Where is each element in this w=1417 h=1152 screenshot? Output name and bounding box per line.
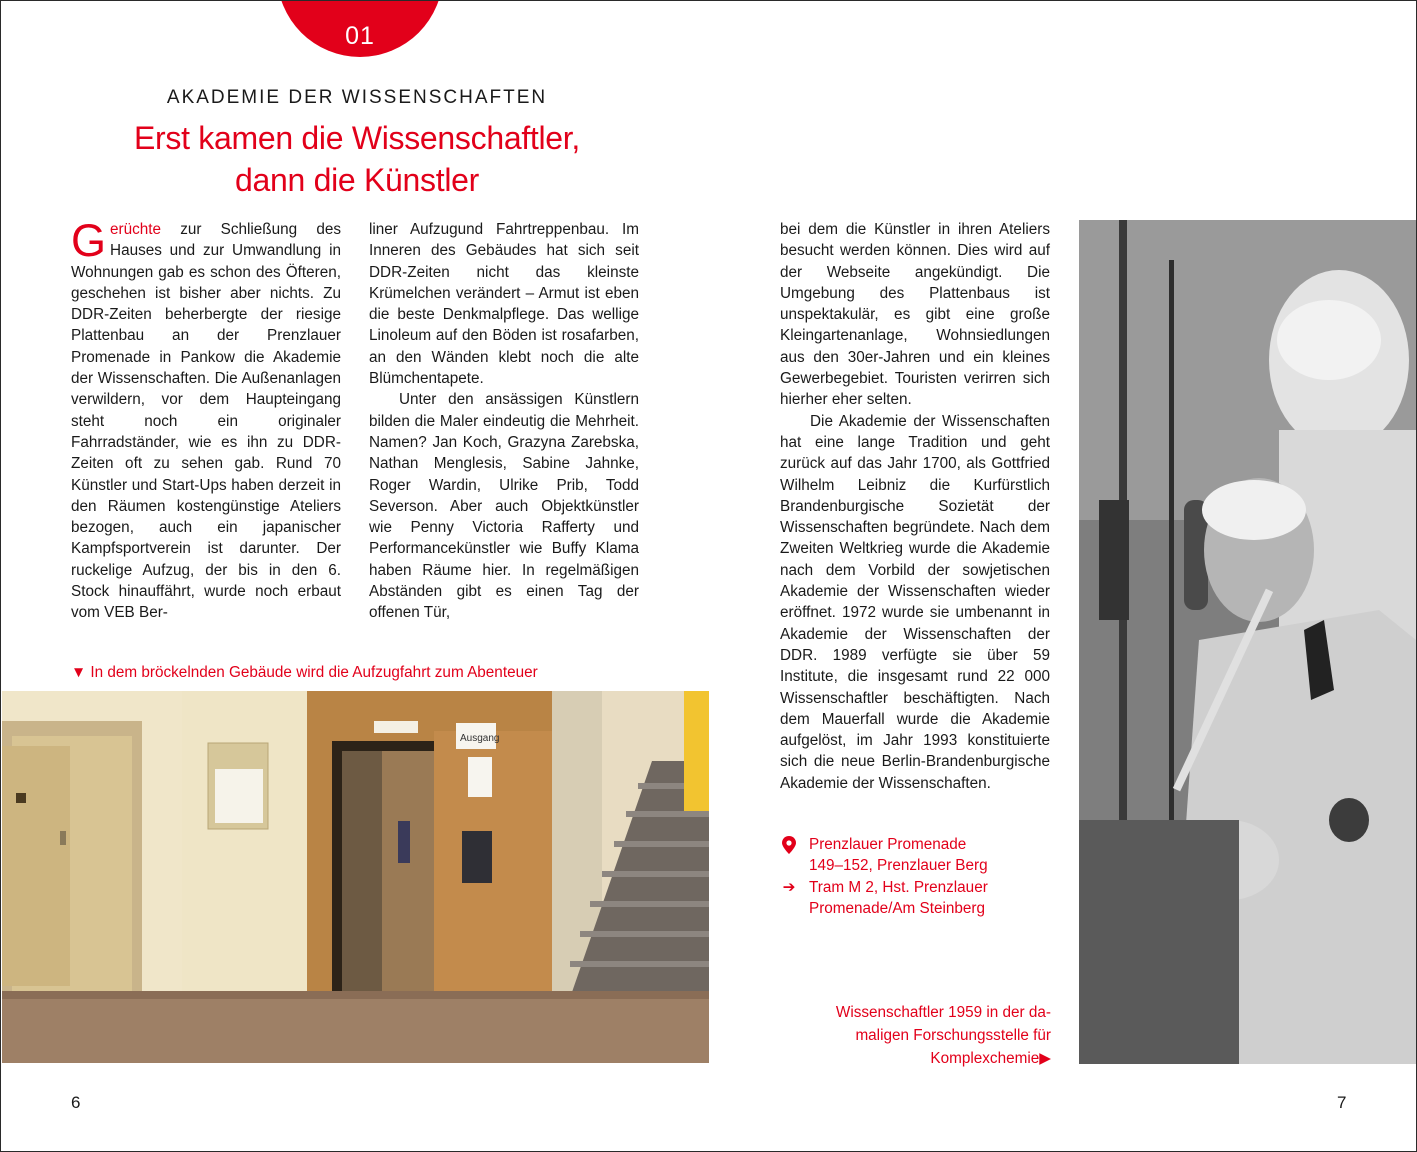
scientists-1959-photo [1079,220,1416,1064]
column-3-para-1: bei dem die Künstler in ihren Ateliers besucht werden können. Dies wird auf der Webseite angekündigt. Die Umgebung des Plattenbaus ist unspektakulär, es gibt eine große Kleingartenanlage, Wohnsiedlungen aus den 30er-Jahren und ein kleines Gewerbegebiet. Touristen verirren sich hierher eher selten. [780,221,1050,409]
photo-caption-right [781,1001,1051,1070]
caption-right-line-3: Komplexchemie [930,1050,1040,1067]
text-column-3 [780,219,1050,794]
headline [71,117,643,201]
address-line-1: Prenzlauer Promenade [809,836,967,853]
headline-line-2: dann die Künstler [235,162,479,198]
first-word-rest: erüchte [110,221,162,238]
caption-right-line-3-wrap [781,1047,1051,1070]
map-pin-icon [781,836,797,854]
caption-right-line-2: maligen Forschungsstelle für [855,1027,1051,1044]
page-number-left: 6 [71,1093,81,1112]
column-1-text: zur Schließung des Hauses und zur Umwandlung in Wohnungen gab es schon des Öfteren, geschehen ist bisher aber nichts. Zu DDR-Zeiten beherbergte der riesige Plattenbau an der Prenzlauer Promenade in Pankow die Akademie der Wissenschaften. Die Außenanlagen verwildern, vor dem Haupteingang steht noch ein originaler Fahrradständer, wie es ihn zu DDR-Zeiten oft zu sehen gab. Rund 70 Künstler und Start-Ups haben derzeit in den Räumen kostengünstige Ateliers bezogen, auch ein japanischer Kampfsportverein ist darunter. Der ruckelige Aufzug, der bis in den 6. Stock hinauffährt, wurde noch erbaut vom VEB Ber- [71,221,341,622]
transit-line-1: Tram M 2, Hst. Prenzlauer [809,879,988,896]
caption-right-line-1: Wissenschaftler 1959 in der da- [835,1004,1051,1021]
caption-down-triangle-icon: ▼ [71,664,87,681]
column-3-para-2: Die Akademie der Wissenschaften hat eine lange Tradition und geht zurück auf das Jahr 1700, als Gottfried Wilhelm Leibniz die Kurfürstlich Brandenburgische Sozietät der Wissenschaften begründete. Nach dem Zweiten Weltkrieg wurde die Akademie nach dem Vorbild der sowjetischen Akademie der Wissenschaften wieder eröffnet. 1972 wurde sie umbenannt in Akademie der Wissenschaften der DDR. 1989 verfügte sie über 59 Institute, die insgesamt rund 22 000 Wissenschaftler beschäftigten. Nach dem Mauerfall wurde die Akademie aufgelöst, im Jahr 1993 konstituierte sich die neue Berlin-Brandenburgische Akademie der Wissenschaften. [780,412,1050,792]
column-2-para-2: Unter den ansässigen Künstlern bilden die Maler eindeutig die Mehrheit. Namen? Jan Koch, Grazyna Zarebska, Nathan Menglesis, Sabine Jahnke, Roger Wardin, Ulrike Prib, Todd Severson. Aber auch Objektkünstler wie Penny Victoria Rafferty und Performancekünstler wie Buffy Klama haben Räume hier. In regelmäßigen Abständen gibt es einen Tag der offenen Tür, [369,391,639,622]
text-column-1 [71,215,341,624]
chapter-badge [277,0,443,57]
caption-right-triangle-icon: ▶ [1039,1050,1051,1067]
transit-info [782,877,988,920]
caption-left-text: In dem bröckelnden Gebäude wird die Aufzugfahrt zum Abenteuer [90,664,538,681]
hallway-elevator-illustration [2,691,709,1063]
exit-sign-text: Ausgang [460,733,500,744]
chapter-number: 01 [345,22,375,50]
text-column-2 [369,219,639,624]
scientists-illustration [1079,220,1416,1064]
photo-caption-left [71,664,538,682]
address-info [809,834,988,877]
column-2-para-1: liner Aufzugund Fahrtreppenbau. Im Inneren des Gebäudes hat sich seit DDR-Zeiten nicht das kleinste Krümelchen verändert – Armut ist eben die beste Denkmalpflege. Das wellige Linoleum auf den Böden ist rosafarben, an den Wänden klebt noch die alte Blümchentapete. [369,221,639,388]
section-kicker: AKADEMIE DER WISSENSCHAFTEN [166,87,548,108]
dropcap: G [71,215,107,266]
address-line-2: 149–152, Prenzlauer Berg [809,857,988,875]
hallway-elevator-photo [2,691,709,1063]
headline-line-1: Erst kamen die Wissenschaftler, [134,120,580,156]
page-number-right: 7 [1337,1093,1347,1112]
arrow-right-icon: ➔ [782,879,796,896]
transit-line-2: Promenade/Am Steinberg [809,900,986,918]
